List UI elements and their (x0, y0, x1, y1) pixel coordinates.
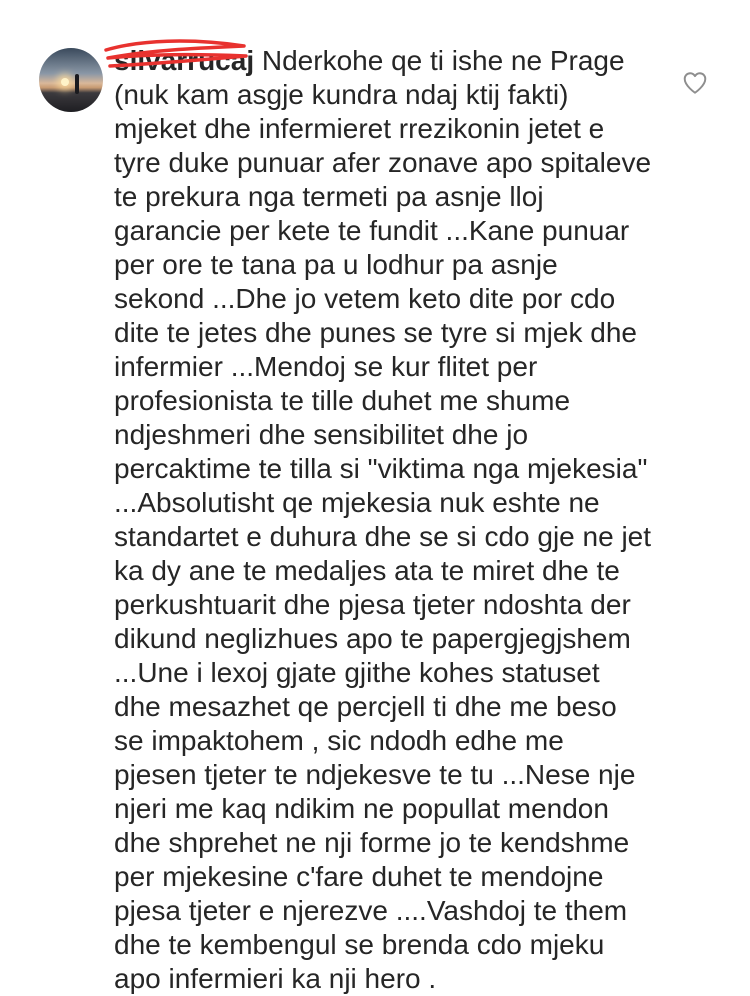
comment-body (114, 44, 659, 996)
avatar[interactable] (39, 48, 103, 112)
avatar-figure-graphic (75, 74, 79, 94)
heart-outline-icon[interactable] (682, 70, 708, 96)
avatar-sun-graphic (61, 78, 69, 86)
comment-text: Nderkohe qe ti ishe ne Prage (nuk kam asgje kundra ndaj ktij fakti) mjeket dhe infermieret rrezikonin jetet e tyre duke punuar afer zonave apo spitaleve te prekura nga termeti pa asnje lloj garancie per kete te fundit ...Kane punuar per ore te tana pa u lodhur pa asnje sekond ...Dhe jo vetem keto dite por cdo dite te jetes dhe punes se tyre si mjek dhe infermier ...Mendoj se kur flitet per profesionista te tille duhet me shume ndjeshmeri dhe sensibilitet dhe jo percaktime te tilla si "viktima nga mjekesia" ...Absolutisht qe mjekesia nuk eshte ne standartet e duhura dhe se si cdo gje ne jet ka dy ane te medaljes ata te miret dhe te perkushtuarit dhe pjesa tjeter ndoshta der dikund neglizhues apo te papergjegjshem ...Une i lexoj gjate gjithe kohes statuset dhe mesazhet qe percjell ti dhe me beso se impaktohem , sic ndodh edhe me pjesen tjeter te ndjekesve te tu ...Nese nje njeri me kaq ndikim ne popullat mendon dhe shprehet ne nji forme jo te kendshme per mjekesine c'fare duhet te mendojne pjesa tjeter e njerezve ....Vashdoj te them dhe te kembengul se brenda cdo mjeku apo infermieri ka nji hero . (114, 45, 659, 994)
comment-username[interactable]: silvarrucaj (114, 45, 255, 76)
